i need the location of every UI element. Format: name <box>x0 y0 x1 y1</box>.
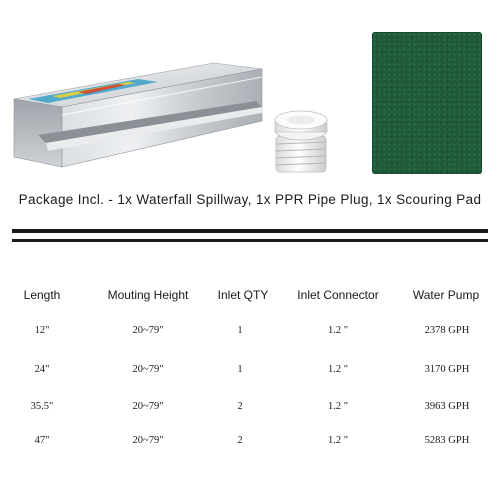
cell-inlet-connector: 1.2 " <box>327 435 349 446</box>
divider-line-thin <box>12 239 488 242</box>
cell-mounting-height: 20~79" <box>132 325 164 336</box>
product-images <box>0 0 500 180</box>
cell-inlet-connector: 1.2 " <box>327 401 349 412</box>
divider-line-thick <box>12 229 488 233</box>
cell-inlet-connector: 1.2 " <box>327 325 349 336</box>
header-mounting-height: Mouting Height <box>107 288 189 302</box>
spec-table <box>0 280 500 490</box>
cell-length: 35.5" <box>30 401 54 412</box>
cell-mounting-height: 20~79" <box>132 435 164 446</box>
cell-water-pump: 2378 GPH <box>424 325 470 336</box>
cell-inlet-qty: 2 <box>237 435 243 446</box>
cell-mounting-height: 20~79" <box>132 364 164 375</box>
scouring-pad-image <box>372 32 482 174</box>
cell-water-pump: 5283 GPH <box>424 435 470 446</box>
pipe-plug-image <box>262 100 342 180</box>
waterfall-spillway-image <box>8 55 268 175</box>
cell-inlet-qty: 2 <box>237 401 243 412</box>
cell-water-pump: 3963 GPH <box>424 401 470 412</box>
cell-mounting-height: 20~79" <box>132 401 164 412</box>
cell-inlet-qty: 1 <box>237 325 243 336</box>
cell-length: 24" <box>34 364 50 375</box>
header-length: Length <box>23 288 61 302</box>
cell-water-pump: 3170 GPH <box>424 364 470 375</box>
header-inlet-connector: Inlet Connector <box>297 288 379 302</box>
package-contents-text: Package Incl. - 1x Waterfall Spillway, 1x PPR Pipe Plug, 1x Scouring Pad <box>18 192 482 207</box>
header-inlet-qty: Inlet QTY <box>217 288 269 302</box>
cell-inlet-connector: 1.2 " <box>327 364 349 375</box>
cell-length: 47" <box>34 435 50 446</box>
header-water-pump: Water Pump <box>412 288 480 302</box>
cell-length: 12" <box>34 325 50 336</box>
cell-inlet-qty: 1 <box>237 364 243 375</box>
